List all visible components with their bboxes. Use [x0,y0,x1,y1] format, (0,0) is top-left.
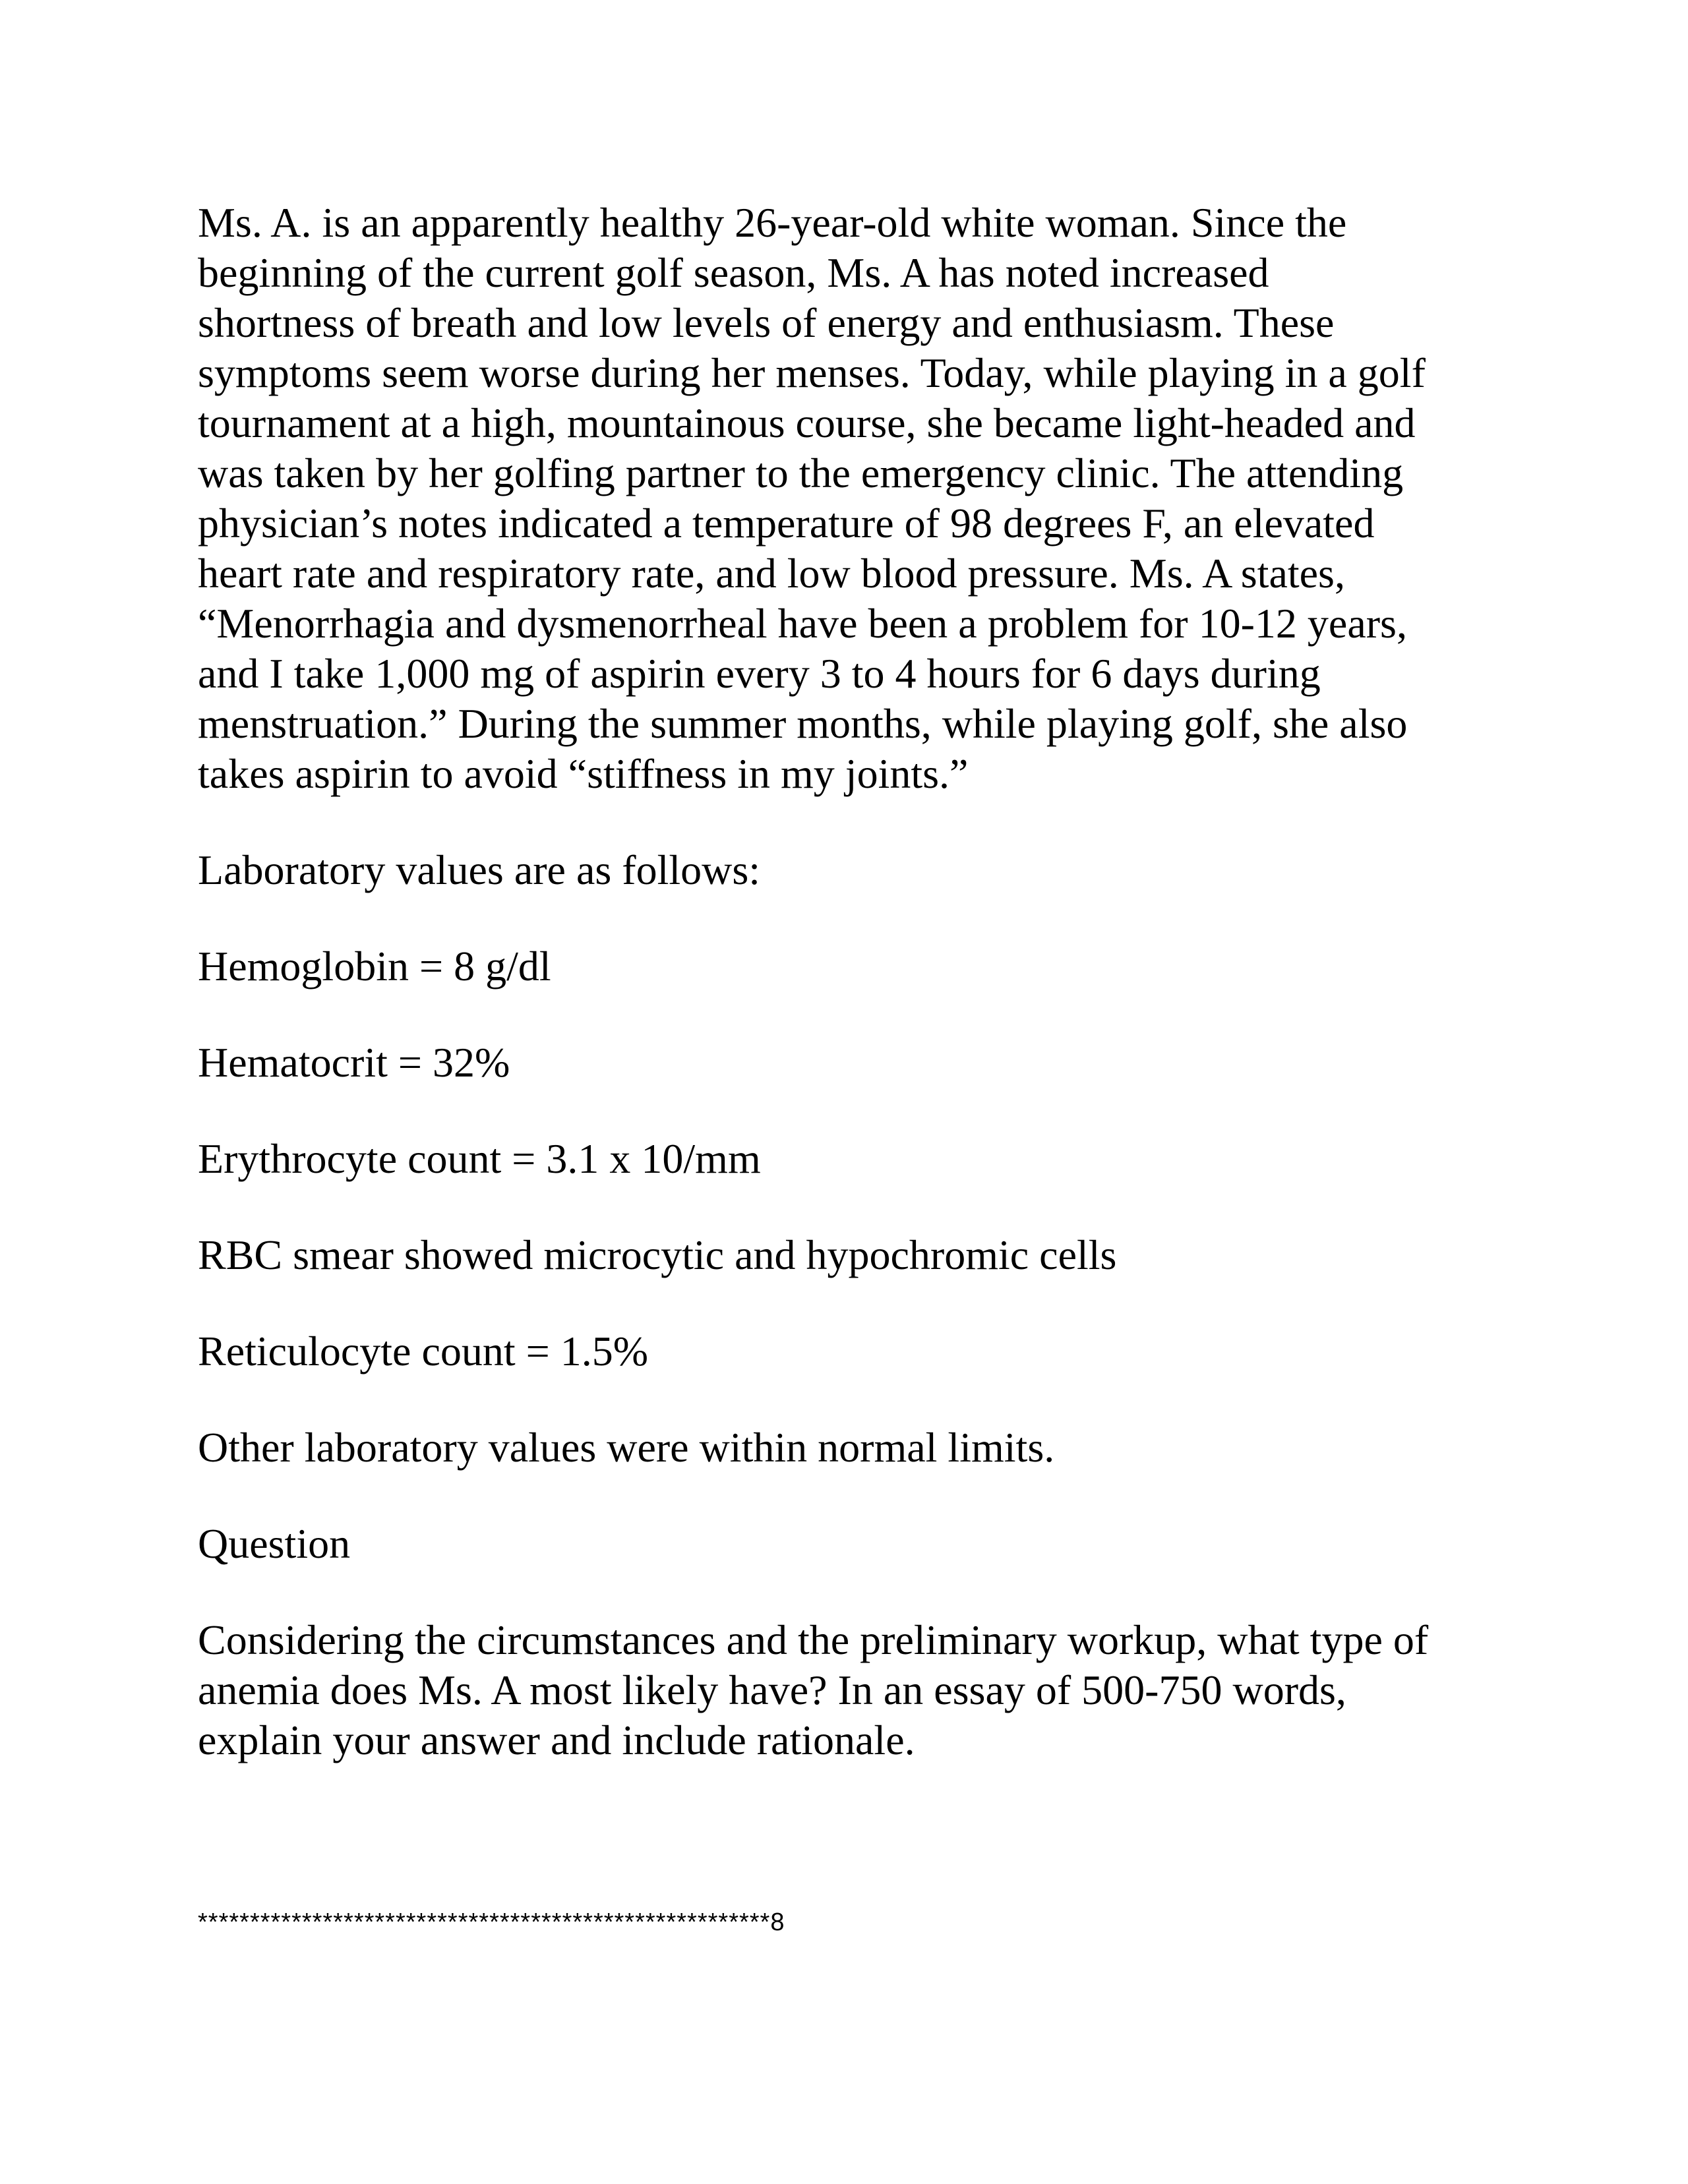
lab-value-hematocrit: Hematocrit = 32% [198,1039,510,1086]
question-text: Considering the circumstances and the preliminary workup, what type of anemia does Ms. A most likely have? In an essay of 500-750 words, explain your answer and include rationale. [198,1616,1429,1763]
question-heading: Question [198,1520,351,1567]
lab-values-note: Other laboratory values were within normal limits. [198,1424,1055,1471]
lab-value-hemoglobin: Hemoglobin = 8 g/dl [198,943,551,989]
lab-value-erythrocyte-count: Erythrocyte count = 3.1 x 10/mm [198,1135,761,1182]
lab-value-reticulocyte-count: Reticulocyte count = 1.5% [198,1328,649,1374]
document-body [198,198,1517,1765]
case-description-paragraph: Ms. A. is an apparently healthy 26-year-old white woman. Since the beginning of the current golf season, Ms. A has noted increased shortness of breath and low levels of energy and enthusiasm. These symptoms seem worse during her menses. Today, while playing in a golf tournament at a high, mountainous course, she became light-headed and was taken by her golfing partner to the emergency clinic. The attending physician’s notes indicated a temperature of 98 degrees F, an elevated heart rate and respiratory rate, and low blood pressure. Ms. A states, “Menorrhagia and dysmenorrheal have been a problem for 10-12 years, and I take 1,000 mg of aspirin every 3 to 4 hours for 6 days during menstruation.” During the summer months, while playing golf, she also takes aspirin to avoid “stiffness in my joints.” [198,199,1426,797]
lab-value-rbc-smear: RBC smear showed microcytic and hypochromic cells [198,1231,1117,1278]
asterisk-divider-line: *******************************************************8 [198,1908,785,1936]
lab-values-intro: Laboratory values are as follows: [198,846,761,893]
